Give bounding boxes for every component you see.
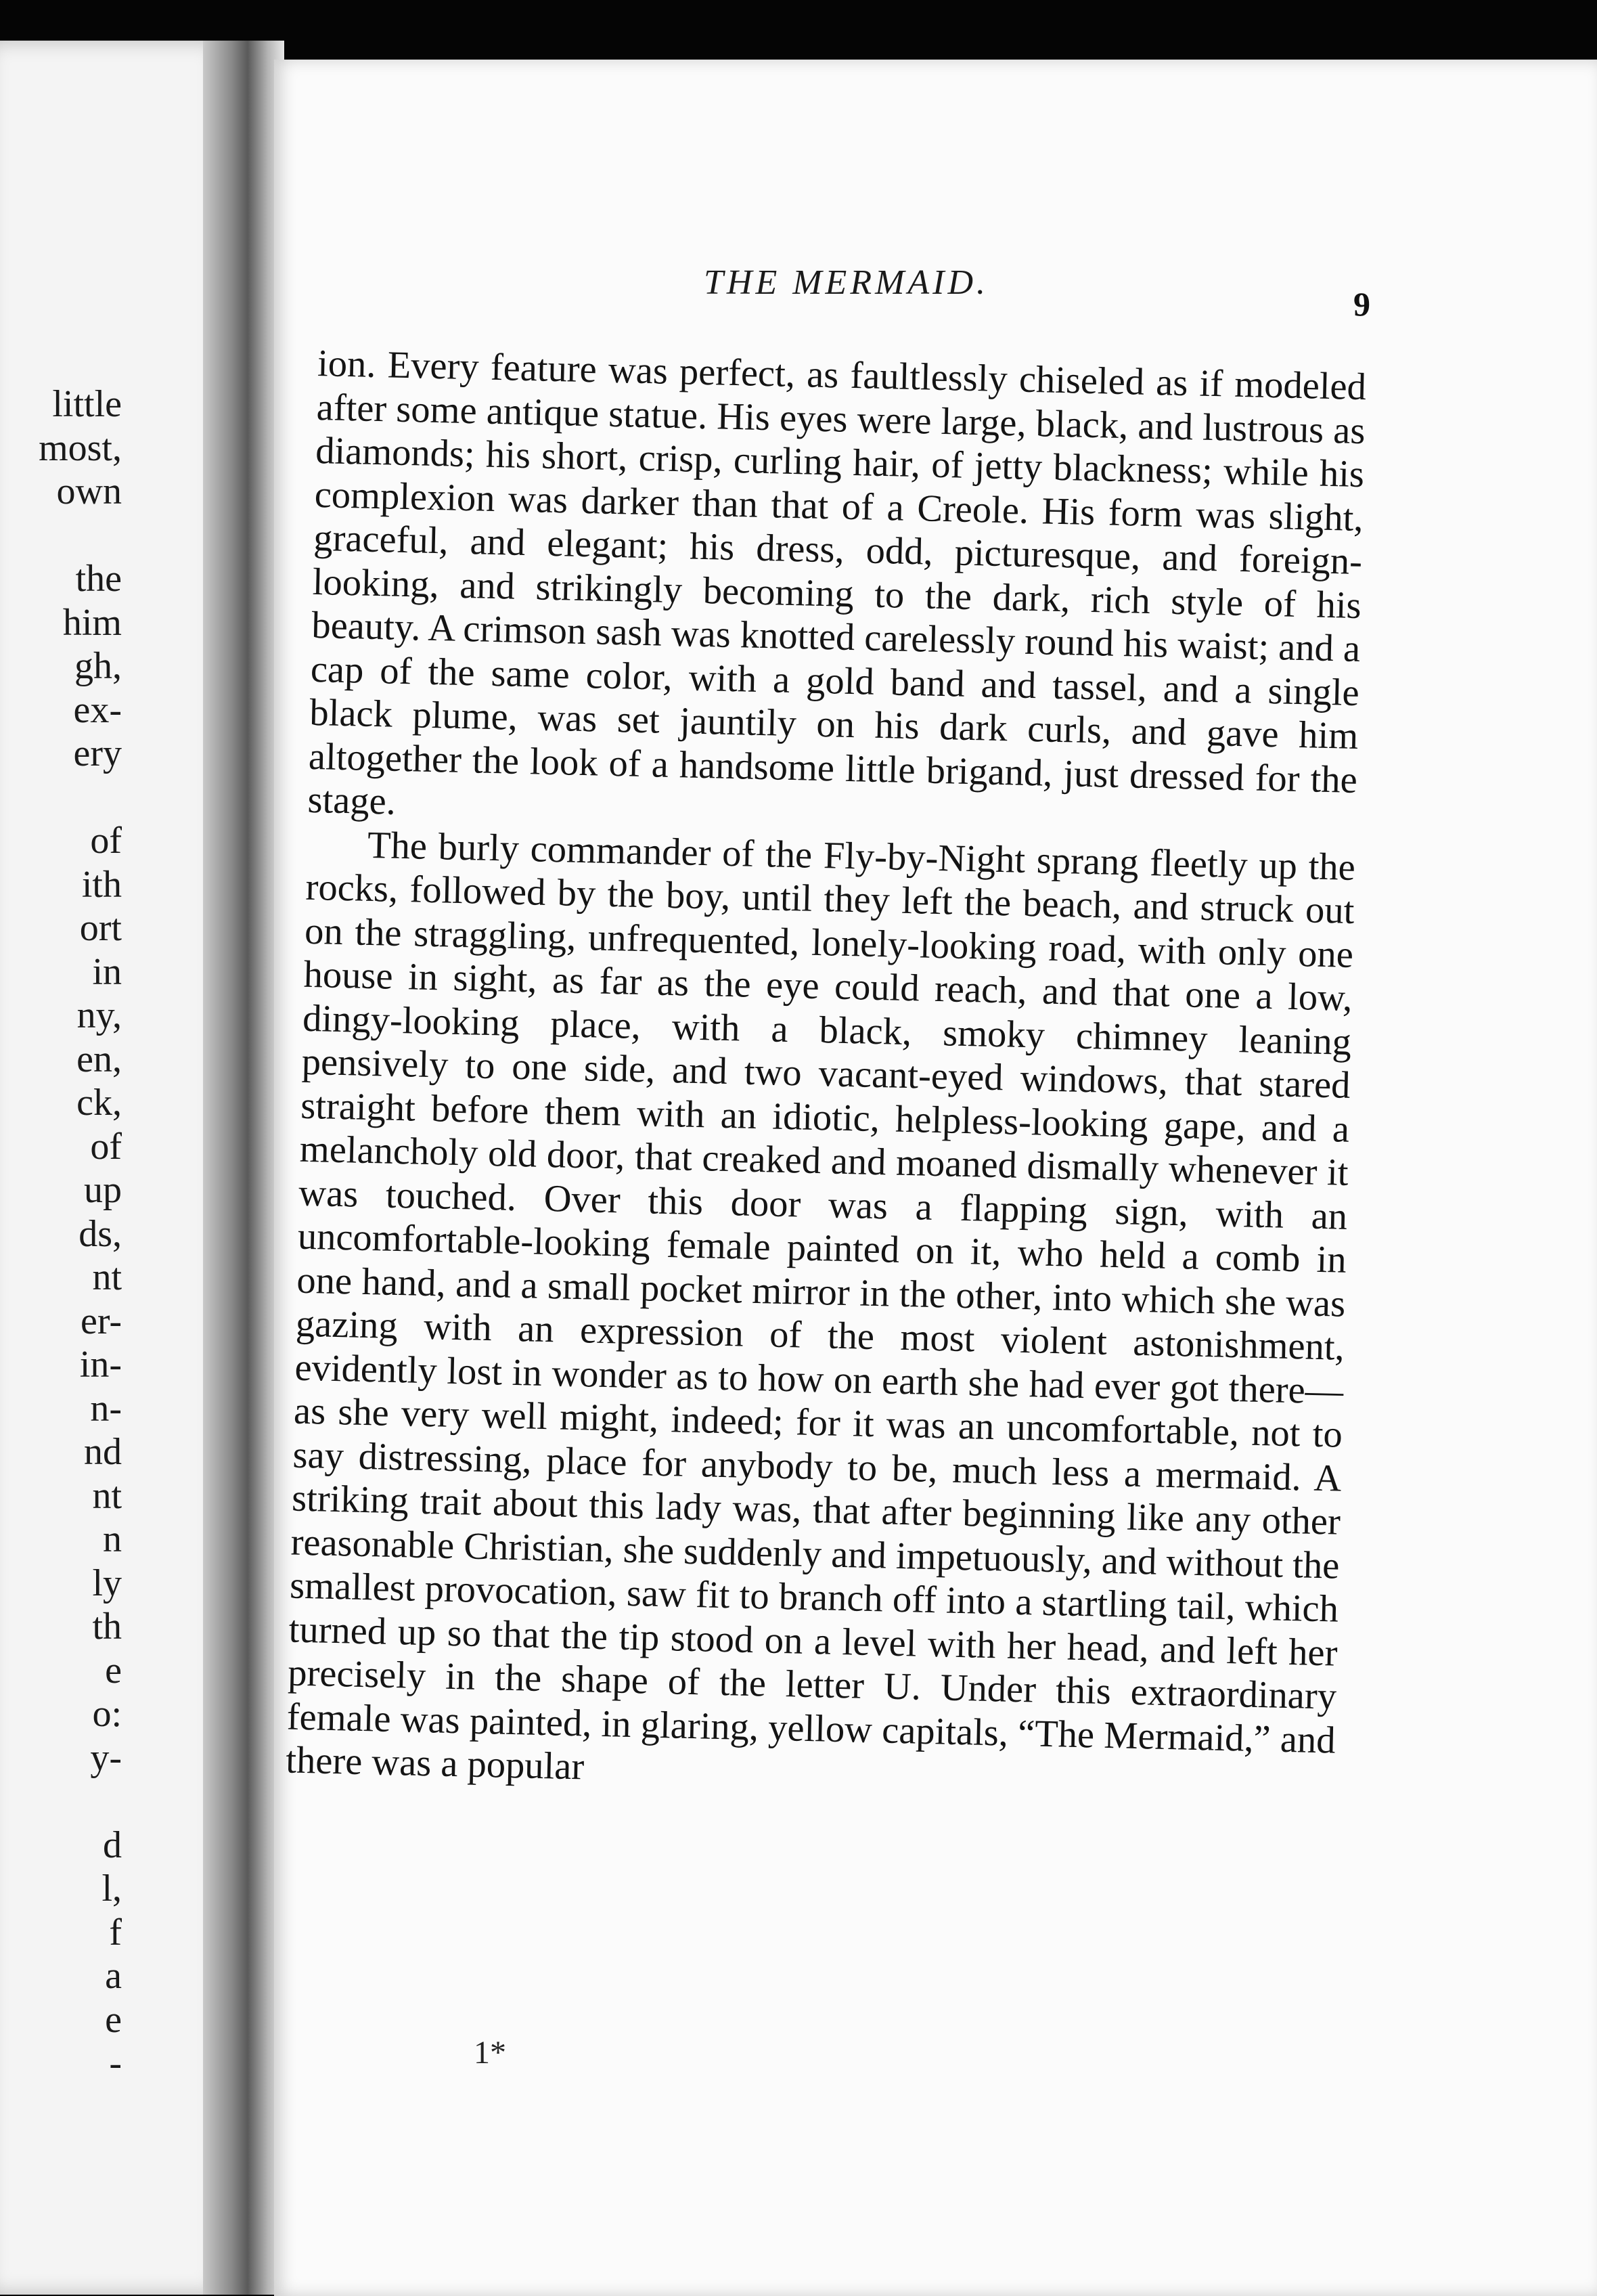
left-page-fragment: nt (92, 1474, 122, 1517)
left-page-fragment: ds, (78, 1212, 122, 1255)
left-page-fragment: ck, (76, 1082, 122, 1124)
left-page-fragment: own (56, 470, 122, 512)
left-page-fragment (0, 514, 122, 558)
left-page-fragment: nd (84, 1431, 122, 1473)
page-number: 9 (1353, 285, 1370, 323)
left-page-fragment: of (90, 1125, 122, 1168)
left-page-fragment: nt (92, 1256, 122, 1298)
left-page-fragment: little (52, 383, 122, 425)
left-page-fragment: the (75, 558, 122, 600)
left-page-fragment: up (84, 1169, 122, 1211)
left-page-fragment: d (103, 1824, 122, 1866)
left-page-fragment: most, (39, 426, 122, 469)
left-page-fragment: n (103, 1518, 122, 1560)
left-page-fragment: gh, (74, 645, 122, 687)
left-page-fragment: ery (73, 732, 122, 774)
left-facing-page (0, 41, 230, 2295)
left-page-fragment: ny, (76, 994, 122, 1036)
left-page-fragment: er- (80, 1300, 122, 1342)
left-page-fragment: f (109, 1911, 122, 1953)
left-page-fragment: o: (92, 1693, 122, 1735)
left-page-fragment: y- (90, 1736, 122, 1779)
signature-mark: 1* (474, 2035, 506, 2071)
running-head: THE MERMAID. (704, 263, 989, 302)
left-page-text-fragments (0, 382, 122, 2129)
left-page-fragment (0, 776, 122, 820)
left-page-fragment (0, 1780, 122, 1824)
left-page-fragment: ith (81, 863, 122, 906)
left-page-fragment: e (105, 1998, 122, 2041)
left-page-fragment: l, (102, 1868, 122, 1909)
left-page-fragment: in (92, 950, 122, 993)
paragraph: The burly commander of the Fly-by-Night sprang fleetly up the rocks, followed by the boy, until they left the beach, and struck out on the straggling, unfrequented, lonely-looking road, with only one house in sight, as far as the eye could reach, and that one a low, dingy-looking place, with a black, smoky chimney leaning pensively to one side, and two vacant-eyed windows, that stared straight before them with an idiotic, helpless-looking gape, and a melancholy old door, that creaked and moaned dismally whenever it was touched. Over this door was a flapping sign, with an uncomfortable-looking female painted on it, who held a comb in one hand, and a small pocket mirror in the other, into which she was gazing with an expression of the most violent astonishment, evidently lost in wonder as to how on earth she had ever got there—as she very well might, indeed; for it was an uncomfortable, not to say distressing, place for anybody to be, much less a mermaid. A striking trait about this lady was, that after beginning like any other reasonable Christian, she suddenly and impetuously, and without the smallest provocation, saw fit to branch off into a startling tail, which turned up so that the tip stood on a level with her head, and left her precisely in the shape of the letter U. Under this extraordinary female was painted, in glaring, yellow capitals, “The Mermaid,” and there was a popular (285, 824, 1356, 1788)
left-page-fragment: n- (90, 1387, 122, 1430)
body-text (286, 342, 1367, 1806)
left-page-fragment: him (62, 601, 122, 644)
left-page-fragment: ex- (73, 688, 122, 731)
left-page-fragment: a (105, 1955, 122, 1997)
left-page-fragment: - (109, 2042, 122, 2084)
left-page-fragment: ly (92, 1562, 122, 1604)
left-page-fragment: ort (79, 907, 122, 949)
left-page-fragment: th (92, 1606, 122, 1648)
paragraph: ion. Every feature was perfect, as faultlessly chiseled as if modeled after some antique statue. His eyes were large, black, and lustrous as diamonds; his short, crisp, curling hair, of jetty blackness; while his complexion was darker than that of a Creole. His form was slight, graceful, and elegant; his dress, odd, picturesque, and foreign-looking, and strikingly becoming to the dark, rich style of his beauty. A crimson sash was knotted carelessly round his waist; and a cap of the same color, with a gold band and tassel, and a single black plume, was set jauntily on his dark curls, and gave him altogether the look of a handsome little brigand, just dressed for the stage. (307, 342, 1367, 823)
left-page-fragment: in- (79, 1344, 122, 1386)
book-gutter (203, 41, 284, 2295)
left-page-fragment: e (105, 1649, 122, 1692)
left-page-fragment (0, 2085, 122, 2129)
left-page-fragment: en, (76, 1038, 122, 1080)
left-page-fragment: of (90, 820, 122, 862)
